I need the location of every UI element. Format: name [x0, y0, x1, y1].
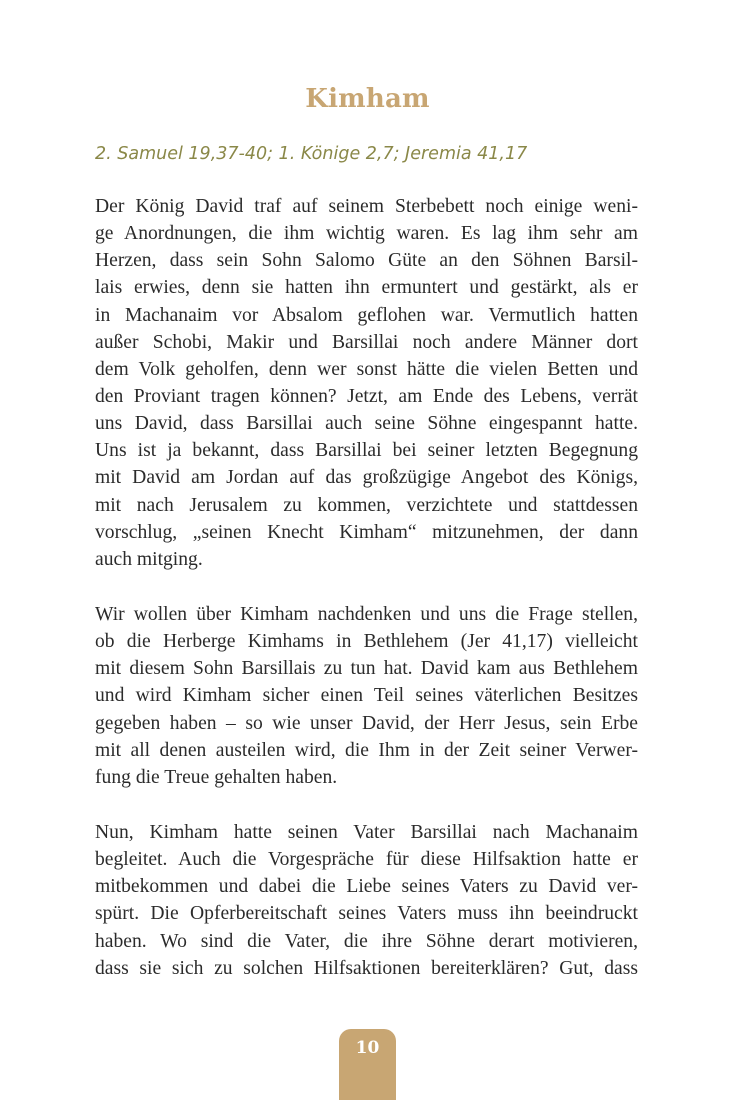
paragraph: [95, 819, 638, 982]
text-line: vorschlug, „seinen Knecht Kimham“ mitzunehmen, der dann: [95, 521, 638, 543]
text-line: und wird Kimham sicher einen Teil seines väterlichen Besitzes: [95, 685, 638, 707]
text-line: haben. Wo sind die Vater, die ihre Söhne derart motivieren,: [95, 930, 638, 952]
text-line: begleitet. Auch die Vorgespräche für diese Hilfsaktion hatte er: [95, 849, 638, 871]
text-line: Uns ist ja bekannt, dass Barsillai bei seiner letzten Begegnung: [95, 440, 638, 462]
text-line: den Proviant tragen können? Jetzt, am Ende des Lebens, verrät: [95, 385, 638, 407]
page-number-tab: [339, 1029, 396, 1100]
paragraph: [95, 193, 638, 573]
text-line: mit all denen austeilen wird, die Ihm in der Zeit seiner Verwer-: [95, 739, 638, 761]
text-line: dass sie sich zu solchen Hilfsaktionen bereiterklären? Gut, dass: [95, 957, 638, 979]
text-line: in Machanaim vor Absalom geflohen war. Vermutlich hatten: [95, 304, 638, 326]
text-line: außer Schobi, Makir und Barsillai noch andere Männer dort: [95, 331, 638, 353]
text-line: spürt. Die Opferbereitschaft seines Vaters muss ihn beeindruckt: [95, 903, 638, 925]
text-line: ob die Herberge Kimhams in Bethlehem (Jer 41,17) vielleicht: [95, 631, 638, 653]
text-line: Wir wollen über Kimham nachdenken und uns die Frage stellen,: [95, 603, 638, 625]
text-line: Der König David traf auf seinem Sterbebett noch einige weni-: [95, 196, 638, 217]
text-line: mitbekommen und dabei die Liebe seines Vaters zu David ver-: [95, 876, 638, 898]
bible-references: 2. Samuel 19,37-40; 1. Könige 2,7; Jeremia 41,17: [95, 144, 528, 164]
text-line: mit nach Jerusalem zu kommen, verzichtete und stattdessen: [95, 494, 638, 516]
page-title: Kimham: [305, 84, 430, 114]
text-line: auch mitging.: [95, 548, 203, 570]
text-line: dem Volk geholfen, denn wer sonst hätte die vielen Betten und: [95, 358, 638, 380]
text-line: uns David, dass Barsillai auch seine Söhne eingespannt hatte.: [95, 413, 638, 435]
body-text: [95, 193, 638, 1010]
text-line: gegeben haben – so wie unser David, der Herr Jesus, sein Erbe: [95, 712, 638, 734]
text-line: Herzen, dass sein Sohn Salomo Güte an den Söhnen Barsil-: [95, 250, 638, 272]
text-line: ge Anordnungen, die ihm wichtig waren. Es lag ihm sehr am: [95, 223, 638, 245]
text-line: fung die Treue gehalten haben.: [95, 766, 338, 788]
text-line: lais erwies, denn sie hatten ihn ermuntert und gestärkt, als er: [95, 277, 638, 299]
text-line: mit diesem Sohn Barsillais zu tun hat. David kam aus Bethlehem: [95, 658, 638, 680]
page-number: 10: [355, 1038, 380, 1058]
paragraph: [95, 601, 638, 791]
text-line: mit David am Jordan auf das großzügige Angebot des Königs,: [95, 467, 638, 489]
text-line: Nun, Kimham hatte seinen Vater Barsillai nach Machanaim: [95, 821, 638, 843]
